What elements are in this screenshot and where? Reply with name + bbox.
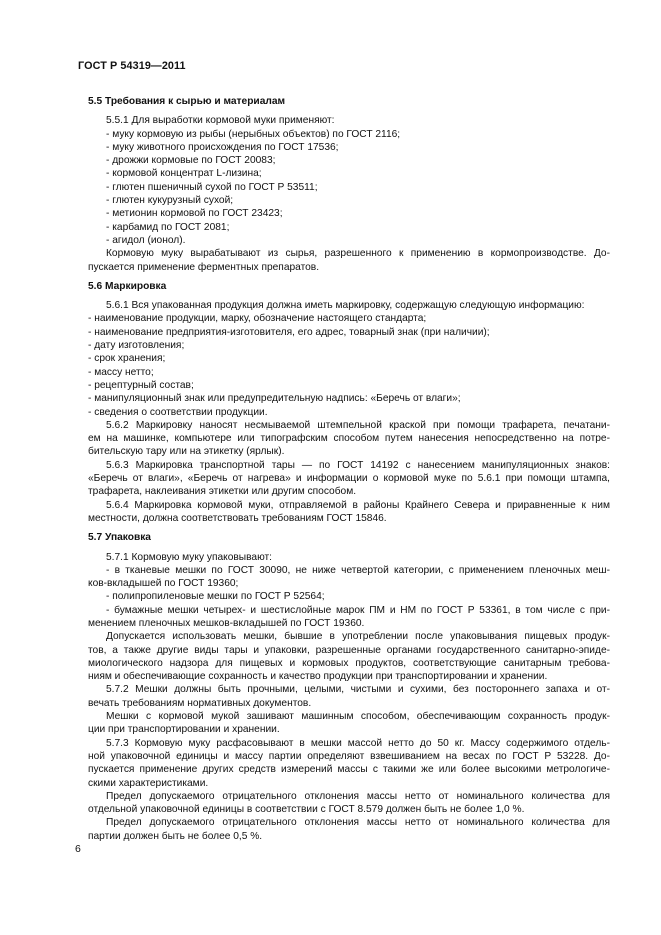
paragraph-line: местности, должна соответствовать требованиям ГОСТ 15846. <box>88 512 387 524</box>
document-body <box>88 95 610 843</box>
paragraph-line: 5.6.2 Маркировку наносят несмываемой штемпельной краской при помощи трафарета, печатани- <box>106 419 610 431</box>
paragraph-line: «Беречь от влаги», «Беречь от нагрева» и информации о кормовой муке по 5.6.1 при помощи штампа, <box>88 473 610 485</box>
list-item: - глютен кукурузный сухой; <box>106 195 234 207</box>
paragraph-line: Мешки с кормовой мукой зашивают машинным способом, обеспечивающим сохранность продук- <box>106 711 610 723</box>
document-header: ГОСТ Р 54319—2011 <box>78 60 186 72</box>
paragraph-line: ной упаковочной единицы и массу партии определяют взвешиванием на весах по ГОСТ Р 53228. До- <box>88 750 610 762</box>
paragraph-line: ем на машинке, компьютере или типографским способом путем нанесения непосредственно на потре- <box>88 433 610 445</box>
list-item: - глютен пшеничный сухой по ГОСТ Р 53511; <box>106 181 318 193</box>
list-item: - агидол (ионол). <box>106 234 186 246</box>
list-item: менением пленочных мешков-вкладышей по ГОСТ 19360. <box>88 617 365 629</box>
list-item: - сведения о соответствии продукции. <box>88 406 268 418</box>
list-item: - в тканевые мешки по ГОСТ 30090, не ниже четвертой категории, с применением пленочных меш- <box>106 564 610 576</box>
list-item: - кормовой концентрат L-лизина; <box>106 168 262 180</box>
paragraph-line: ниям и обеспечивающие сохранность и качество продукции при транспортировании и хранении. <box>88 671 548 683</box>
paragraph-line: Предел допускаемого отрицательного отклонения массы нетто от номинального количества для <box>106 817 610 829</box>
paragraph-line: скими характеристиками. <box>88 777 209 789</box>
list-item: - рецептурный состав; <box>88 379 194 391</box>
list-item: - метионин кормовой по ГОСТ 23423; <box>106 208 283 220</box>
list-item: - манипуляционный знак или предупредительную надпись: «Беречь от влаги»; <box>88 393 461 405</box>
paragraph-line: 5.6.4 Маркировка кормовой муки, отправляемой в районы Крайнего Севера и приравненные к ним <box>106 499 610 511</box>
paragraph-line: 5.6.3 Маркировка транспортной тары — по ГОСТ 14192 с нанесением манипуляционных знаков: <box>106 459 610 471</box>
paragraph-line: 5.7.2 Мешки должны быть прочными, целыми, чистыми и сухими, без постороннего запаха и от- <box>106 684 610 696</box>
paragraph-line: трафарета, наклеивания этикетки или другим способом. <box>88 486 357 498</box>
paragraph-line: ции при транспортировании и хранении. <box>88 724 280 736</box>
list-item: - муку животного происхождения по ГОСТ 17536; <box>106 141 339 153</box>
paragraph-line: бительскую тару или на этикетку (ярлык). <box>88 446 285 458</box>
paragraph-line: отдельной упаковочной единицы в соответствии с ГОСТ 8.579 должен быть не более 1,0 %. <box>88 804 525 816</box>
list-item: ков-вкладышей по ГОСТ 19360; <box>88 578 239 590</box>
section-title-5-7: 5.7 Упаковка <box>88 532 151 544</box>
paragraph-line: миологического надзора для пищевых и кормовых продуктов, соответствующие санитарным требова- <box>88 657 610 669</box>
page-number: 6 <box>75 843 81 855</box>
paragraph-line: Кормовую муку вырабатывают из сырья, разрешенного к применению в кормопроизводстве. До- <box>106 248 610 260</box>
list-item: - полипропиленовые мешки по ГОСТ Р 52564; <box>106 591 325 603</box>
paragraph-line: 5.6.1 Вся упакованная продукция должна иметь маркировку, содержащую следующую информацию: <box>106 300 585 312</box>
paragraph-line: пускается применение ферментных препаратов. <box>88 261 320 273</box>
paragraph-line: пускается применение других средств измерений массы с такими же или более высокими метрологиче- <box>88 764 610 776</box>
list-item: - дрожжи кормовые по ГОСТ 20083; <box>106 155 276 167</box>
list-item: - наименование предприятия-изготовителя, его адрес, товарный знак (при наличии); <box>88 326 490 338</box>
list-item: - наименование продукции, марку, обозначение настоящего стандарта; <box>88 313 427 325</box>
list-item: - дату изготовления; <box>88 340 185 352</box>
list-item: - срок хранения; <box>88 353 166 365</box>
list-item: - муку кормовую из рыбы (нерыбных объектов) по ГОСТ 2116; <box>106 128 401 140</box>
section-title-5-5: 5.5 Требования к сырью и материалам <box>88 96 286 107</box>
paragraph-line: 5.5.1 Для выработки кормовой муки применяют: <box>106 115 335 127</box>
paragraph-line: 5.7.3 Кормовую муку расфасовывают в мешки массой нетто до 50 кг. Массу содержимого отдель- <box>106 737 610 749</box>
paragraph-line: партии должен быть не более 0,5 %. <box>88 830 263 842</box>
list-item: - карбамид по ГОСТ 2081; <box>106 221 230 233</box>
paragraph-line: вечать требованиям нормативных документов. <box>88 697 312 709</box>
list-item: - бумажные мешки четырех- и шестислойные марок ПМ и НМ по ГОСТ Р 53361, в том числе с при- <box>106 604 610 616</box>
paragraph-line: 5.7.1 Кормовую муку упаковывают: <box>106 551 273 563</box>
paragraph-line: Предел допускаемого отрицательного отклонения массы нетто от номинального количества для <box>106 790 610 802</box>
section-title-5-6: 5.6 Маркировка <box>88 280 167 292</box>
paragraph-line: тов, а также другие виды тары и упаковки, разрешенные органами государственного санитарно-эпиде- <box>88 644 610 656</box>
list-item: - массу нетто; <box>88 366 154 378</box>
paragraph-line: Допускается использовать мешки, бывшие в употреблении после упаковывания пищевых продук- <box>106 631 610 643</box>
